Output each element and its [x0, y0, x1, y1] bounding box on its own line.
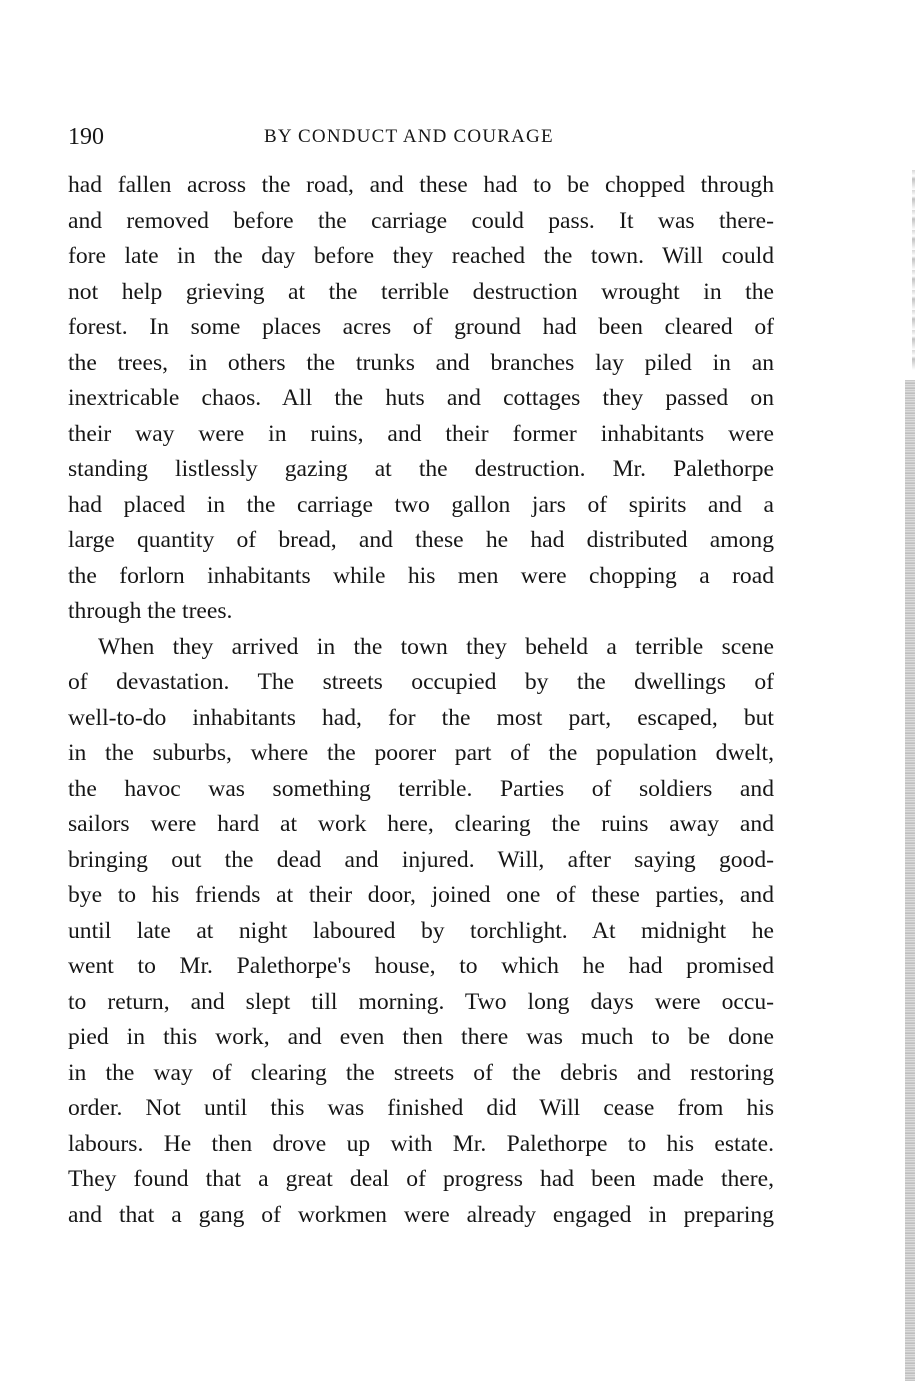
text-line: pied in this work, and even then there was much to be done — [68, 1024, 774, 1050]
scan-edge-artifact — [912, 170, 915, 370]
scan-edge-artifact — [905, 380, 915, 1381]
text-line: went to Mr. Palethorpe's house, to which he had promised — [68, 953, 774, 979]
text-line: of devastation. The streets occupied by the dwellings of — [68, 669, 774, 695]
text-line: large quantity of bread, and these he had distributed among — [68, 527, 774, 553]
text-line: and that a gang of workmen were already engaged in preparing — [68, 1201, 774, 1228]
text-line: forest. In some places acres of ground had been cleared of — [68, 314, 774, 340]
text-line: their way were in ruins, and their former inhabitants were — [68, 420, 774, 447]
page-header — [68, 122, 774, 152]
text-line: sailors were hard at work here, clearing the ruins away and — [68, 811, 774, 837]
paragraph — [68, 630, 774, 1234]
text-line: inextricable chaos. All the huts and cottages they passed on — [68, 385, 774, 411]
running-title: BY CONDUCT AND COURAGE — [264, 126, 554, 147]
text-line: labours. He then drove up with Mr. Palethorpe to his estate. — [68, 1130, 774, 1157]
text-line: had placed in the carriage two gallon jars of spirits and a — [68, 491, 774, 518]
page-number: 190 — [68, 124, 104, 150]
text-line: When they arrived in the town they beheld a terrible scene — [98, 633, 774, 660]
text-line: not help grieving at the terrible destruction wrought in the — [68, 278, 774, 305]
paragraph — [68, 168, 774, 630]
text-line: standing listlessly gazing at the destruction. Mr. Palethorpe — [68, 456, 774, 482]
text-line: and removed before the carriage could pass. It was there- — [68, 207, 774, 234]
text-line: to return, and slept till morning. Two long days were occu- — [68, 988, 774, 1015]
text-line: had fallen across the road, and these had to be chopped through — [68, 172, 774, 198]
text-line: the forlorn inhabitants while his men were chopping a road — [68, 562, 774, 589]
text-line: the trees, in others the trunks and branches lay piled in an — [68, 349, 774, 376]
text-line: bye to his friends at their door, joined one of these parties, and — [68, 882, 774, 908]
text-line: in the way of clearing the streets of the debris and restoring — [68, 1059, 774, 1086]
text-line: in the suburbs, where the poorer part of the population dwelt, — [68, 740, 774, 766]
text-line: the havoc was something terrible. Parties of soldiers and — [68, 775, 774, 802]
text-line: bringing out the dead and injured. Will, after saying good- — [68, 846, 774, 873]
text-line: well-to-do inhabitants had, for the most part, escaped, but — [68, 704, 774, 731]
text-line: order. Not until this was finished did Will cease from his — [68, 1095, 774, 1121]
text-line: They found that a great deal of progress had been made there, — [68, 1166, 774, 1192]
text-line: through the trees. — [68, 598, 233, 624]
text-line: until late at night laboured by torchlight. At midnight he — [68, 917, 774, 944]
text-line: fore late in the day before they reached the town. Will could — [68, 243, 774, 269]
body-text — [68, 168, 774, 1233]
